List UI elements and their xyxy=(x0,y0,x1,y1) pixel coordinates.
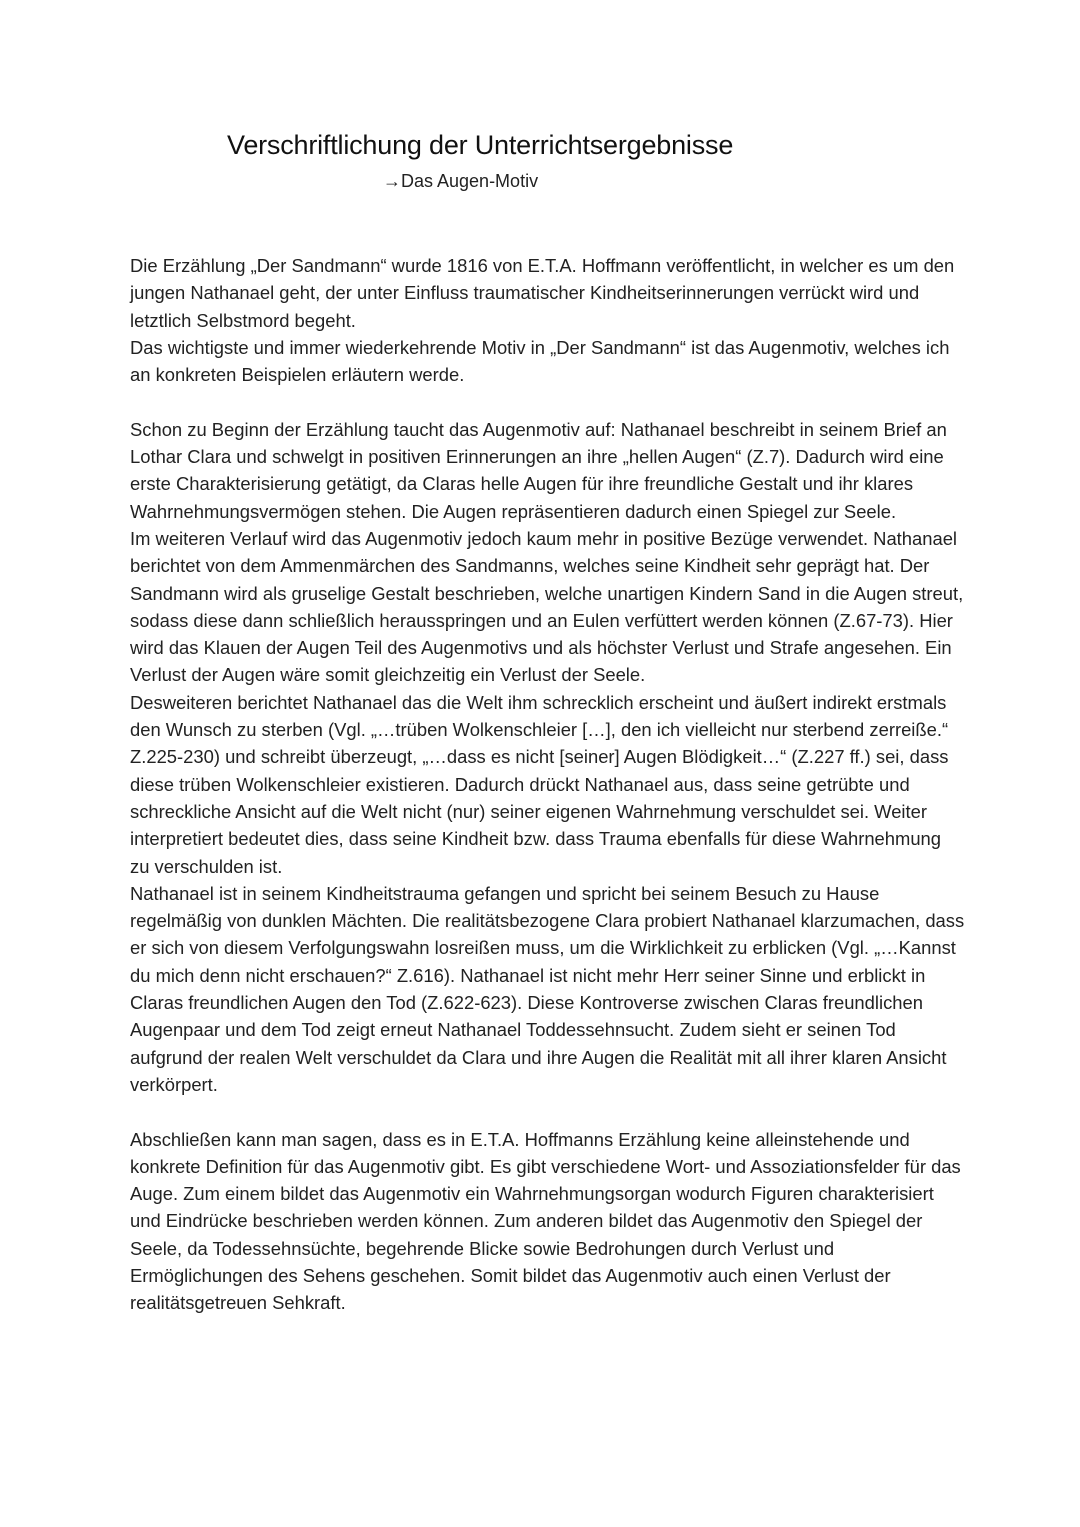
paragraph-main-2: Im weiteren Verlauf wird das Augenmotiv jedoch kaum mehr in positive Bezüge verwendet. Nathanael berichtet von dem Ammenmärchen des Sandmanns, welches seine Kindheit sehr geprägt hat. Der Sandmann wird als gruselige Gestalt beschrieben, welche unartigen Kindern Sand in die Augen streut, sodass diese dann schließlich herausspringen und an Eulen verfüttert werden können (Z.67-73). Hier wird das Klauen der Augen Teil des Augenmotivs und als höchster Verlust und Strafe angesehen. Ein Verlust der Augen wäre somit gleichzeitig ein Verlust der Seele. xyxy=(130,527,964,686)
paragraph-gap xyxy=(130,1098,965,1125)
paragraph-intro-1: Die Erzählung „Der Sandmann“ wurde 1816 von E.T.A. Hoffmann veröffentlicht, in welcher es um den jungen Nathanael geht, der unter Einfluss traumatischer Kindheitserinnerungen verrückt wird und letztlich Selbstmord begeht. xyxy=(130,255,955,331)
paragraph-main-3: Desweiteren berichtet Nathanael das die Welt ihm schrecklich erscheint und äußert indirekt erstmals den Wunsch zu sterben (Vgl. „…trüben Wolkenschleier […], den ich vielleicht nur sterbend zerreiße.“ Z.225-230) und schreibt überzeugt, „…dass es nicht [seiner] Augen Blödigkeit…“ (Z.227 ff.) sei, dass diese trüben Wolkenschleier existieren. Dadurch drückt Nathanael aus, dass seine getrübte und schreckliche Ansicht auf die Welt nicht (nur) seiner eigenen Wahrnehmung verschuldet sei. Weiter interpretiert bedeutet dies, dass seine Kindheit bzw. dass Trauma ebenfalls für diese Wahrnehmung zu verschulden ist. xyxy=(130,691,949,877)
paragraph-main-4: Nathanael ist in seinem Kindheitstrauma gefangen und spricht bei seinem Besuch zu Hause regelmäßig von dunklen Mächten. Die realitätsbezogene Clara probiert Nathanael klarzumachen, dass er sich von diesem Verfolgungswahn losreißen muss, um die Wirklichkeit zu erblicken (Vgl. „…Kannst du mich denn nicht erschauen?“ Z.616). Nathanael ist nicht mehr Herr seiner Sinne und erblickt in Claras freundlichen Augen den Tod (Z.622-623). Diese Kontroverse zwischen Claras freundlichen Augenpaar und dem Tod zeigt erneut Nathanael Toddessehnsucht. Zudem sieht er seinen Tod aufgrund der realen Welt verschuldet da Clara und ihre Augen die Realität mit all ihrer klaren Ansicht verkörpert. xyxy=(130,882,965,1095)
document-title: Verschriftlichung der Unterrichtsergebnisse xyxy=(227,130,734,160)
paragraph-main-1: Schon zu Beginn der Erzählung taucht das Augenmotiv auf: Nathanael beschreibt in seinem Brief an Lothar Clara und schwelgt in positiven Erinnerungen an ihre „hellen Augen“ (Z.7). Dadurch wird eine erste Charakterisierung getätigt, da Claras helle Augen für ihre freundliche Gestalt und ihr klares Wahrnehmungsvermögen stehen. Die Augen repräsentieren dadurch einen Spiegel zur Seele. xyxy=(130,418,947,522)
document-body xyxy=(130,252,965,1317)
document-subtitle: →Das Augen-Motiv xyxy=(383,171,539,191)
paragraph-intro-2: Das wichtigste und immer wiederkehrende Motiv in „Der Sandmann“ ist das Augenmotiv, welches ich an konkreten Beispielen erläutern werde. xyxy=(130,336,950,386)
paragraph-gap xyxy=(130,388,965,415)
paragraph-conclusion: Abschließen kann man sagen, dass es in E.T.A. Hoffmanns Erzählung keine alleinstehende und konkrete Definition für das Augenmotiv gibt. Es gibt verschiedene Wort- und Assoziationsfelder für das Auge. Zum einem bildet das Augenmotiv ein Wahrnehmungsorgan wodurch Figuren charakterisiert und Eindrücke beschrieben werden können. Zum anderen bildet das Augenmotiv den Spiegel der Seele, da Todessehnsüchte, begehrende Blicke sowie Bedrohungen durch Verlust und Ermöglichungen des Sehens geschehen. Somit bildet das Augenmotiv auch einen Verlust der realitätsgetreuen Sehkraft. xyxy=(130,1128,961,1314)
